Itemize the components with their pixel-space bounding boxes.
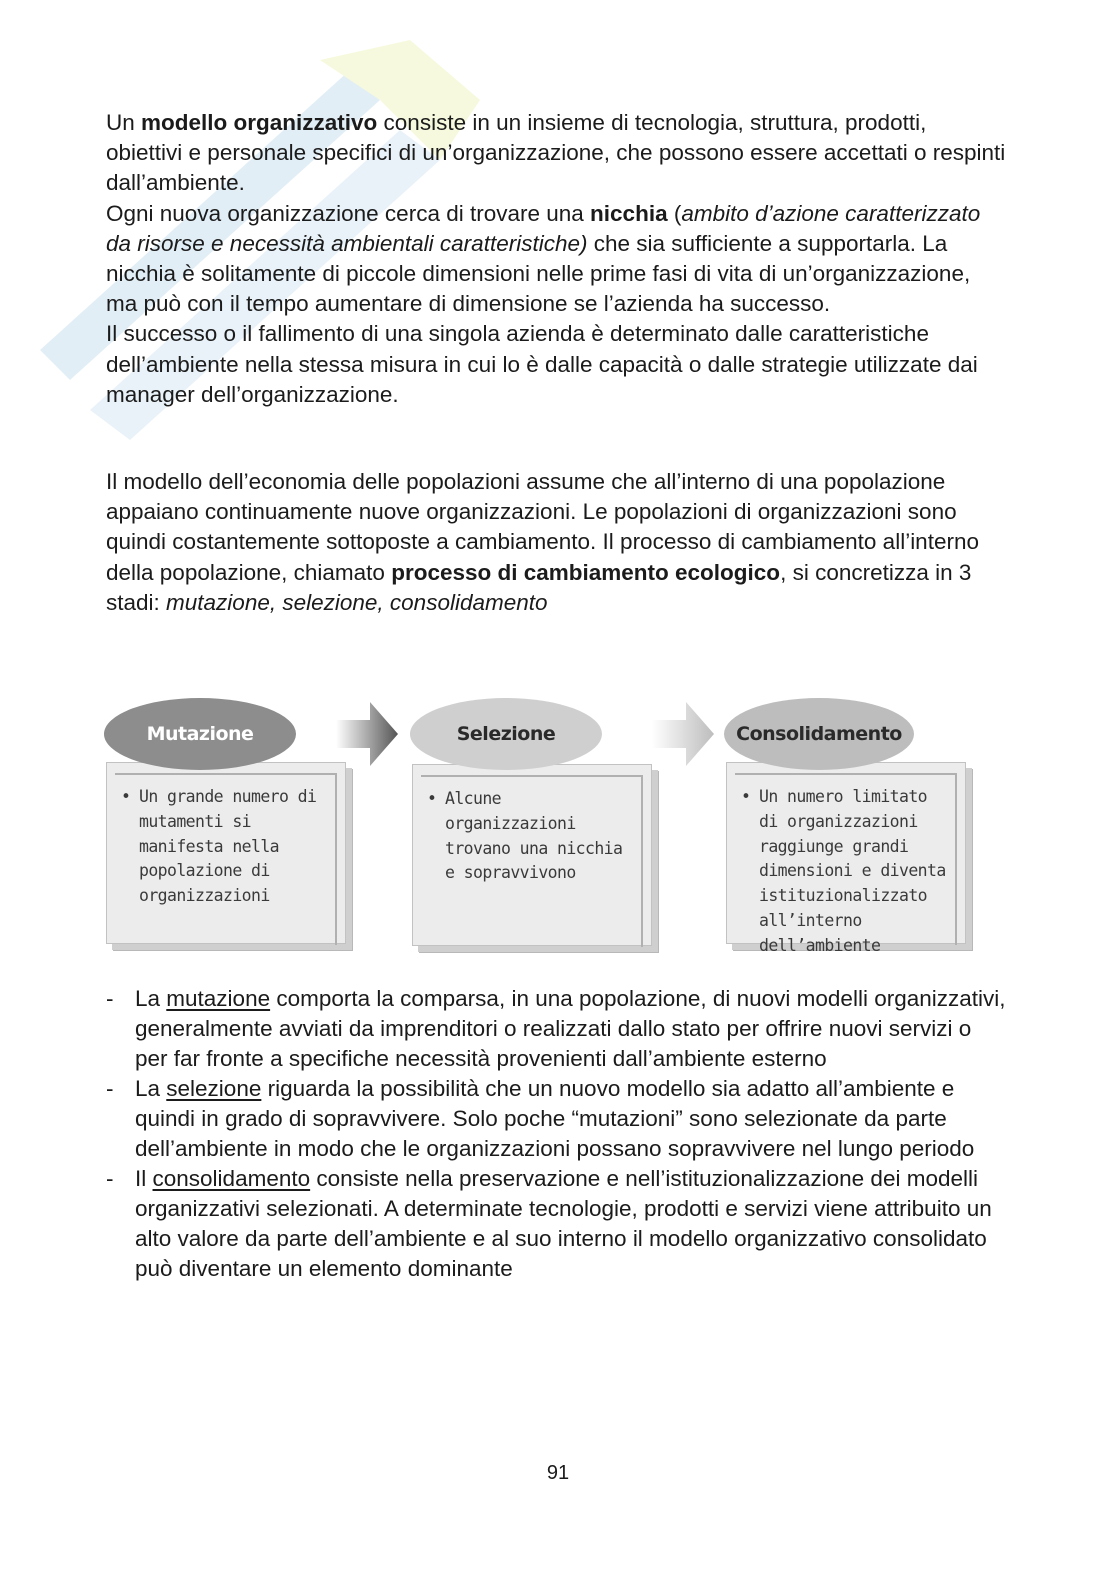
paragraph-economia-popolazioni: Il modello dell’economia delle popolazioni assume che all’interno di una popolazione appaiano continuamente nuove organizzazioni. Le popolazioni di organizzazioni sono quindi costantemente sottoposte a cambiamento. Il processo di cambiamento all’interno della popolazione, chiamato processo di cambiamento ecologico, si concretizza in 3 stadi: mutazione, selezione, consolidamento <box>106 469 979 615</box>
stage-title-selezione: Selezione <box>410 698 602 770</box>
term-mutazione: mutazione <box>166 986 271 1011</box>
stage-description-selezione: Alcune organizzazioni trovano una nicchia e sopravvivono <box>445 789 623 883</box>
list-item-selezione: - La selezione riguarda la possibilità che un nuovo modello sia adatto all’ambiente e quindi in grado di sopravvivere. Solo poche “mutazioni” sono selezionate da parte dell’ambiente in modo che le organizzazioni possano sopravvivere nel lungo periodo <box>106 1076 975 1161</box>
list-dash: - <box>106 1076 114 1101</box>
paragraph-successo: Il successo o il fallimento di una singola azienda è determinato dalle caratteristiche dell’ambiente nella stessa misura in cui lo è dalle capacità o dalle strategie utilizzate dai manager dell’organizzazione. <box>106 321 978 407</box>
arrow-right-icon <box>336 702 398 766</box>
stage-box-mutazione <box>106 762 346 944</box>
page-number: 91 <box>546 1462 570 1484</box>
term-consolidamento: consolidamento <box>152 1166 311 1191</box>
arrow-right-icon <box>652 702 714 766</box>
list-dash: - <box>106 1166 114 1191</box>
stage-box-selezione <box>412 764 652 946</box>
stage-title-consolidamento: Consolidamento <box>724 698 914 770</box>
list-item-consolidamento: - Il consolidamento consiste nella preservazione e nell’istituzionalizzazione dei modelli organizzativi selezionati. A determinate tecnologie, prodotti e servizi viene attribuito un alto valore da parte dell’ambiente e al suo interno il modello organizzativo consolidato può diventare un elemento dominante <box>106 1166 992 1281</box>
paragraph-modello: Un modello organizzativo consiste in un insieme di tecnologia, struttura, prodotti, obiettivi e personale specifici di un’organizzazione, che possono essere accettati o respinti dall’ambiente. <box>106 110 1006 196</box>
stage-mutazione <box>100 688 370 953</box>
bullet-icon: • <box>427 789 437 808</box>
paragraph-nicchia: Ogni nuova organizzazione cerca di trovare una nicchia (ambito d’azione caratterizzato da risorse e necessità ambientali caratteristiche) che sia sufficiente a supportarla. La nicchia è solitamente di piccole dimensioni nelle prime fasi di vita di un’organizzazione, ma può con il tempo aumentare di dimensione se l’azienda ha successo. <box>106 200 981 317</box>
bullet-icon: • <box>741 787 751 806</box>
term-selezione: selezione <box>166 1076 262 1101</box>
stage-consolidamento <box>720 688 990 953</box>
stage-description-consolidamento: Un numero limitato di organizzazioni raggiunge grandi dimensioni e diventa istituzionalizzato all’interno dell’ambiente <box>759 787 946 955</box>
stage-title-mutazione: Mutazione <box>104 698 296 770</box>
stage-selezione <box>406 688 676 953</box>
stage-description-mutazione: Un grande numero di mutamenti si manifesta nella popolazione di organizzazioni <box>139 787 317 906</box>
ecological-change-diagram <box>100 688 990 958</box>
bullet-icon: • <box>121 787 131 806</box>
ecology-text <box>106 467 1006 618</box>
intro-text <box>106 108 1006 410</box>
stages-list <box>106 984 1006 1284</box>
stage-box-consolidamento <box>726 762 966 955</box>
list-item-mutazione: - La mutazione comporta la comparsa, in una popolazione, di nuovi modelli organizzativi, generalmente avviati da imprenditori o realizzati dallo stato per offrire nuovi servizi o per far fronte a specifiche necessità provenienti dall’ambiente esterno <box>106 986 1006 1071</box>
list-dash: - <box>106 986 114 1011</box>
